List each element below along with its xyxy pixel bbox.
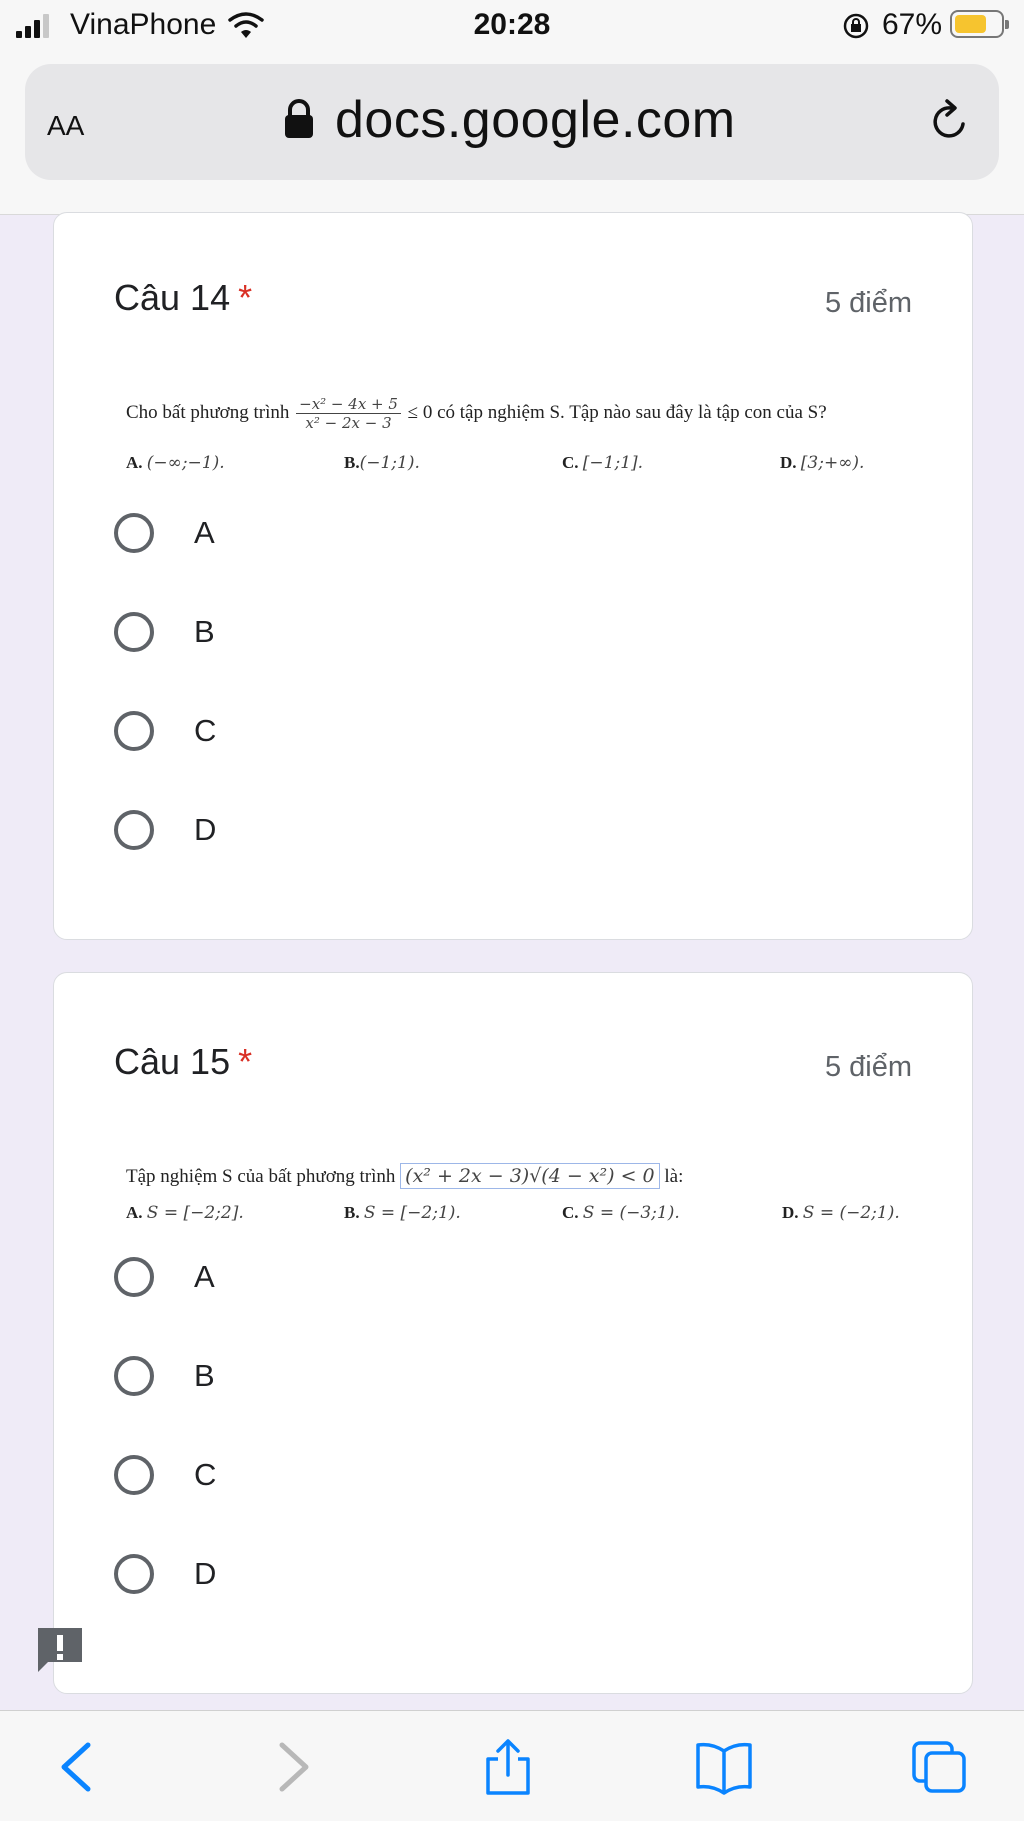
radio-button[interactable] [114,1455,154,1495]
choice-value: [3;+∞). [800,453,865,473]
choice-value: S = (−2;1). [802,1203,900,1223]
answer-choice-d [782,1203,900,1223]
option-label: D [194,812,217,847]
math-expression: (x² + 2x − 3)√(4 − x²) < 0 [400,1163,660,1189]
question-text-before: Tập nghiệm S của bất phương trình [126,1166,396,1187]
choice-value: S = [−2;2]. [146,1203,244,1223]
fraction [296,395,401,432]
choice-label: B. [344,453,360,472]
question-text [126,1165,926,1188]
question-number: Câu 15 [114,1041,231,1082]
question-points: 5 điểm [824,1051,912,1083]
answer-choice-b [344,453,420,473]
choice-label: D. [782,1203,799,1222]
choice-value: [−1;1]. [582,453,644,473]
address-bar[interactable] [25,64,999,180]
tabs-icon[interactable] [910,1739,970,1795]
radio-button[interactable] [114,1356,154,1396]
url-text[interactable]: docs.google.com [335,91,736,149]
browser-chrome [0,54,1024,215]
required-mark: * [238,277,253,318]
option-label: D [194,1556,217,1591]
radio-button[interactable] [114,513,154,553]
radio-button[interactable] [114,1554,154,1594]
choice-label: D. [780,453,797,472]
clock: 20:28 [473,8,551,41]
question-number: Câu 14 [114,277,231,318]
radio-button[interactable] [114,1257,154,1297]
choice-value: (−∞;−1). [146,453,225,473]
answer-choice-b [344,1203,461,1223]
back-icon[interactable] [48,1739,108,1795]
choice-label: A. [126,1203,143,1222]
answer-choice-a [126,453,225,473]
option-label: A [194,515,215,550]
question-title [114,277,252,319]
choice-label: A. [126,453,143,472]
option-label: C [194,713,217,748]
required-mark: * [238,1041,253,1082]
question-points: 5 điểm [824,287,912,319]
option-label: B [194,614,215,649]
bookmarks-icon[interactable] [694,1739,754,1795]
battery-icon [950,10,1004,38]
carrier-name: VinaPhone [70,8,217,41]
lock-icon [283,98,315,140]
answer-choice-a [126,1203,244,1223]
radio-button[interactable] [114,612,154,652]
choice-label: C. [562,453,579,472]
battery-percentage: 67% [882,8,943,41]
text-size-button[interactable] [47,100,84,145]
answer-choice-c [562,1203,680,1223]
answer-choice-d [780,453,864,473]
status-bar [0,0,1024,54]
text-size-label: AA [47,110,85,141]
answer-choice-c [562,453,643,473]
option-label: C [194,1457,217,1492]
fraction-denominator: x² − 2x − 3 [305,414,392,432]
option-label: B [194,1358,215,1393]
question-text [126,395,926,432]
question-text-after: ≤ 0 có tập nghiệm S. Tập nào sau đây là tập con của S? [407,401,827,423]
choice-label: C. [562,1203,579,1222]
question-title [114,1041,252,1083]
question-text-after: là: [664,1166,684,1187]
question-text-before: Cho bất phương trình [126,401,290,423]
question-card-15 [53,972,973,1694]
question-card-14 [53,212,973,940]
radio-button[interactable] [114,810,154,850]
choice-value: S = [−2;1). [363,1203,461,1223]
browser-toolbar [0,1710,1024,1821]
orientation-lock-icon [842,12,870,40]
share-icon[interactable] [478,1739,538,1795]
reload-icon[interactable] [927,98,973,144]
radio-button[interactable] [114,711,154,751]
option-label: A [194,1259,215,1294]
fraction-numerator: −x² − 4x + 5 [296,395,401,414]
report-issue-icon[interactable] [34,1624,86,1676]
choice-value: S = (−3;1). [582,1203,680,1223]
choice-value: (−1;1). [359,453,420,473]
choice-label: B. [344,1203,360,1222]
forward-icon[interactable] [262,1739,322,1795]
